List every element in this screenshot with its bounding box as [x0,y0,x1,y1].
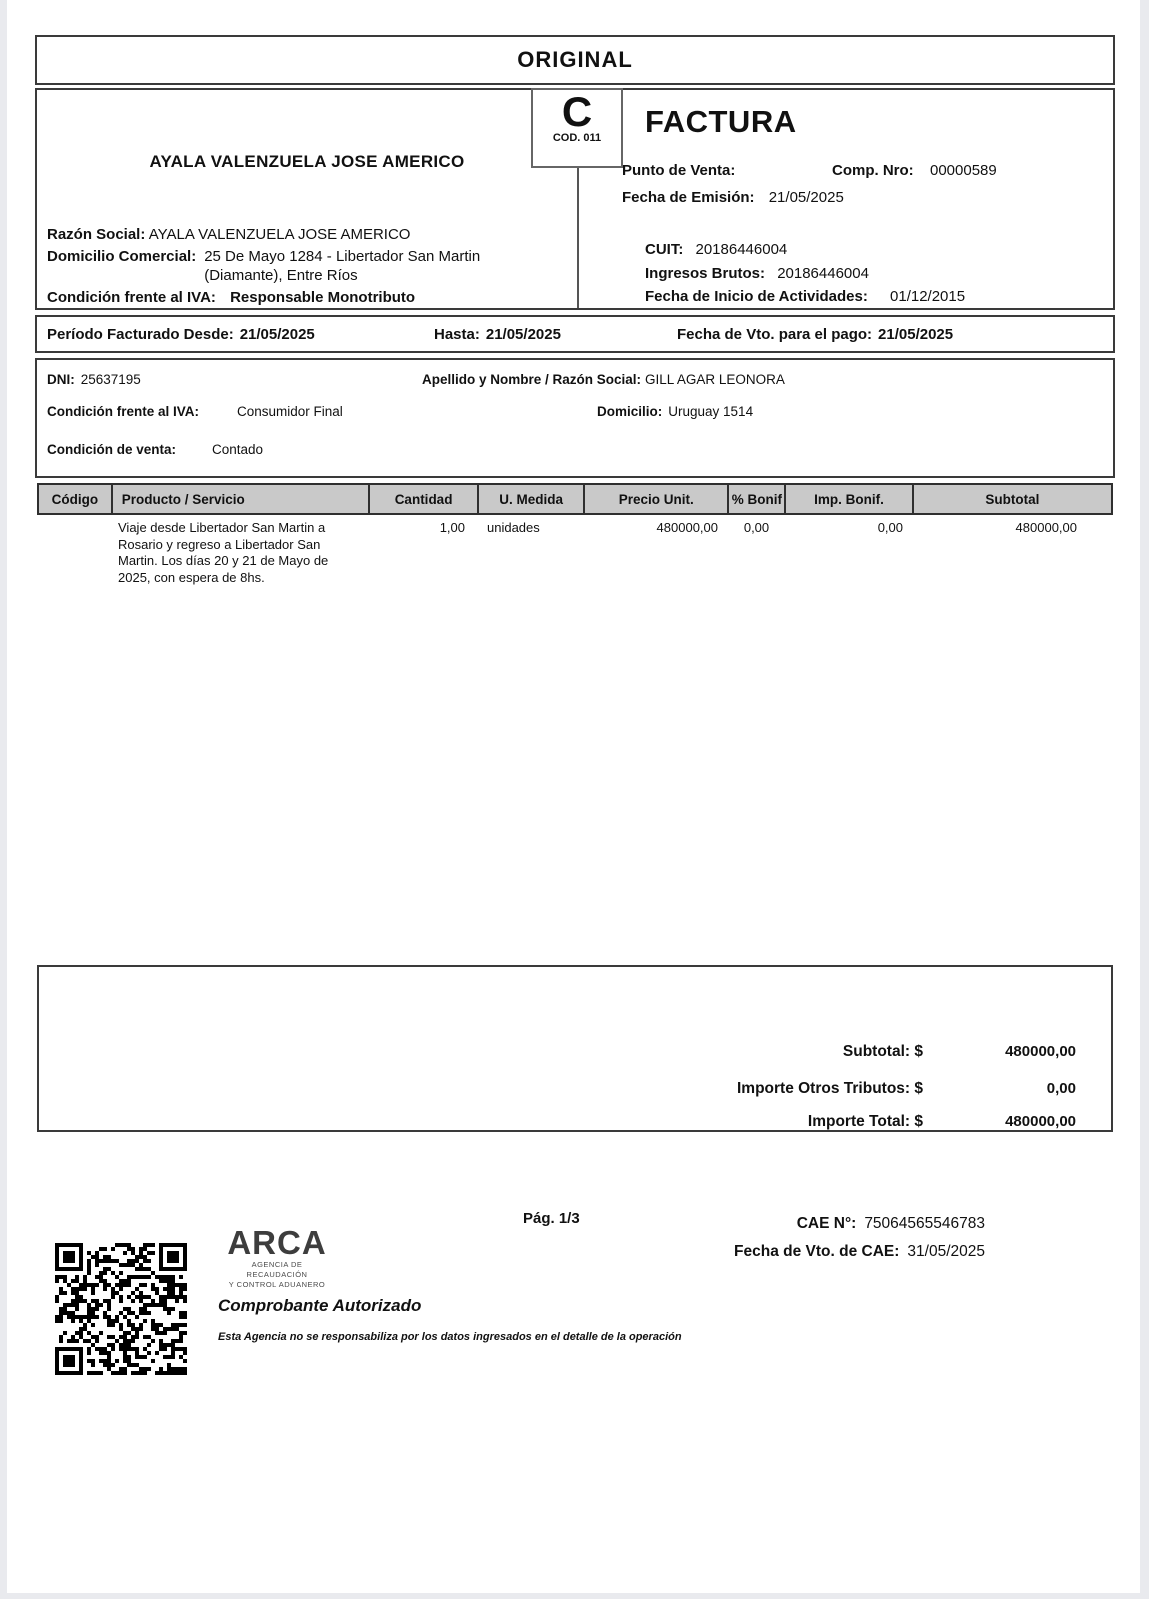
cae-block [734,1210,985,1266]
col-precio: Precio Unit. [583,485,727,513]
comp-nro-label: Comp. Nro: [832,162,914,179]
col-codigo: Código [51,491,99,507]
periodo-desde-value: 21/05/2025 [239,326,315,343]
condicion-iva-emisor-label: Condición frente al IVA: [47,289,216,306]
cae-vto-value: 31/05/2025 [907,1243,985,1260]
col-producto: Producto / Servicio [111,485,368,513]
page-edge-bottom [0,1593,1149,1599]
item-cantidad: 1,00 [439,520,465,535]
punto-venta-label: Punto de Venta: [622,162,736,179]
fecha-emision-label: Fecha de Emisión: [622,189,755,206]
razon-social-line [47,226,410,243]
condicion-venta-label: Condición de venta: [47,442,177,457]
customer-iva-value: Consumidor Final [237,404,343,419]
domicilio-comercial-label: Domicilio Comercial: [47,248,197,265]
item-bonif: 0,00 [743,520,770,535]
otros-tributos-label: Importe Otros Tributos: $ [736,1080,923,1097]
customer-dni [47,372,141,387]
cae-vto-label: Fecha de Vto. de CAE: [734,1243,900,1260]
invoice-letter-code: COD. 011 [552,132,602,144]
page-number: Pág. 1/3 [523,1210,580,1227]
totals-total-row [39,1113,1111,1131]
header-divider [577,167,579,308]
col-bonif: % Bonif [727,485,784,513]
fecha-emision-value: 21/05/2025 [768,189,844,206]
invoice-letter-box [531,88,623,168]
cae-vto-line [734,1238,985,1266]
fecha-emision-line [622,189,844,206]
customer-dni-label: DNI: [47,372,75,387]
inicio-actividades-label: Fecha de Inicio de Actividades: [645,288,868,305]
razon-social-label: Razón Social: [47,226,146,243]
domicilio-line1: 25 De Mayo 1284 - Libertador San Martin [204,248,481,265]
vto-pago-label: Fecha de Vto. para el pago: [677,326,873,343]
col-imp-bonif: Imp. Bonif. [784,485,912,513]
domicilio-comercial-value [204,248,480,286]
customer-condicion-venta [47,442,263,457]
cae-label: CAE N°: [796,1215,857,1232]
punto-venta-line [622,162,1102,182]
arca-logo-subtitle [222,1260,332,1289]
vto-pago [677,326,953,343]
customer-name [422,372,785,387]
col-cantidad: Cantidad [368,485,478,513]
original-label: ORIGINAL [517,47,633,72]
comp-nro-value: 00000589 [930,162,997,179]
items-table-header [37,483,1113,515]
totals-otros-row [39,1080,1111,1098]
comprobante-autorizado-text: Comprobante Autorizado [218,1296,422,1315]
customer-name-label: Apellido y Nombre / Razón Social: [422,372,642,387]
condicion-venta-value: Contado [212,442,264,457]
customer-dni-value: 25637195 [80,372,141,387]
table-row [37,520,1113,587]
importe-total-label: Importe Total: $ [807,1113,923,1130]
qr-code [55,1243,187,1375]
col-medida: U. Medida [477,485,583,513]
customer-name-value: GILL AGAR LEONORA [645,372,785,387]
page-edge-right [1140,0,1149,1599]
periodo-hasta [434,326,561,343]
item-medida: unidades [487,520,540,535]
arca-logo [222,1226,332,1289]
periodo-desde [47,326,315,343]
domicilio-line2: (Diamante), Entre Ríos [204,266,358,284]
cuit-line [645,241,787,258]
original-banner [35,35,1115,85]
ingresos-brutos-line [645,265,869,282]
periodo-hasta-label: Hasta: [434,326,480,343]
item-precio-unit: 480000,00 [656,520,718,535]
page-edge-left [0,0,7,1599]
cuit-value: 20186446004 [695,241,788,258]
periodo-hasta-value: 21/05/2025 [485,326,561,343]
arca-logo-text: ARCA [227,1224,327,1261]
invoice-letter: C [561,88,593,135]
inicio-actividades-value: 01/12/2015 [890,288,966,305]
arca-sub-line1: AGENCIA DE RECAUDACIÓN [246,1260,308,1279]
cuit-label: CUIT: [645,241,684,258]
periodo-desde-label: Período Facturado Desde: [47,326,234,343]
customer-iva-label: Condición frente al IVA: [47,404,200,419]
vto-pago-value: 21/05/2025 [878,326,954,343]
inicio-actividades-line [645,288,965,305]
customer-domicilio-value: Uruguay 1514 [668,404,754,419]
otros-tributos-value: 0,00 [1046,1080,1076,1097]
subtotal-label: Subtotal: $ [842,1043,923,1060]
invoice-header [35,88,1115,310]
arca-sub-line2: Y CONTROL ADUANERO [228,1279,326,1289]
subtotal-value: 480000,00 [1005,1043,1076,1060]
customer-box [35,358,1115,478]
item-imp-bonif: 0,00 [877,520,903,535]
customer-domicilio-label: Domicilio: [597,404,663,419]
document-type-title: FACTURA [645,104,797,139]
condicion-iva-emisor-line [47,289,415,306]
company-name: AYALA VALENZUELA JOSE AMERICO [149,152,465,171]
importe-total-value: 480000,00 [1005,1113,1076,1130]
item-descripcion: Viaje desde Libertador San Martin a Rosario y regreso a Libertador San Martin. Los días 20 y 21 de Mayo de 2025, con espera de 8hs. [118,520,329,585]
cae-value: 75064565546783 [864,1215,985,1232]
item-subtotal: 480000,00 [1015,520,1077,535]
customer-iva [47,404,343,419]
razon-social-value: AYALA VALENZUELA JOSE AMERICO [148,226,411,243]
cae-line [734,1210,985,1238]
customer-domicilio [597,404,753,419]
col-subtotal: Subtotal [912,485,1111,513]
totals-box [37,965,1113,1132]
ingresos-brutos-label: Ingresos Brutos: [645,265,766,282]
domicilio-comercial-line [47,248,480,286]
condicion-iva-emisor-value: Responsable Monotributo [230,289,416,306]
period-box [35,315,1115,353]
totals-subtotal-row [39,1043,1111,1061]
disclaimer-text: Esta Agencia no se responsabiliza por los datos ingresados en el detalle de la operación [218,1331,682,1343]
ingresos-brutos-value: 20186446004 [777,265,869,282]
